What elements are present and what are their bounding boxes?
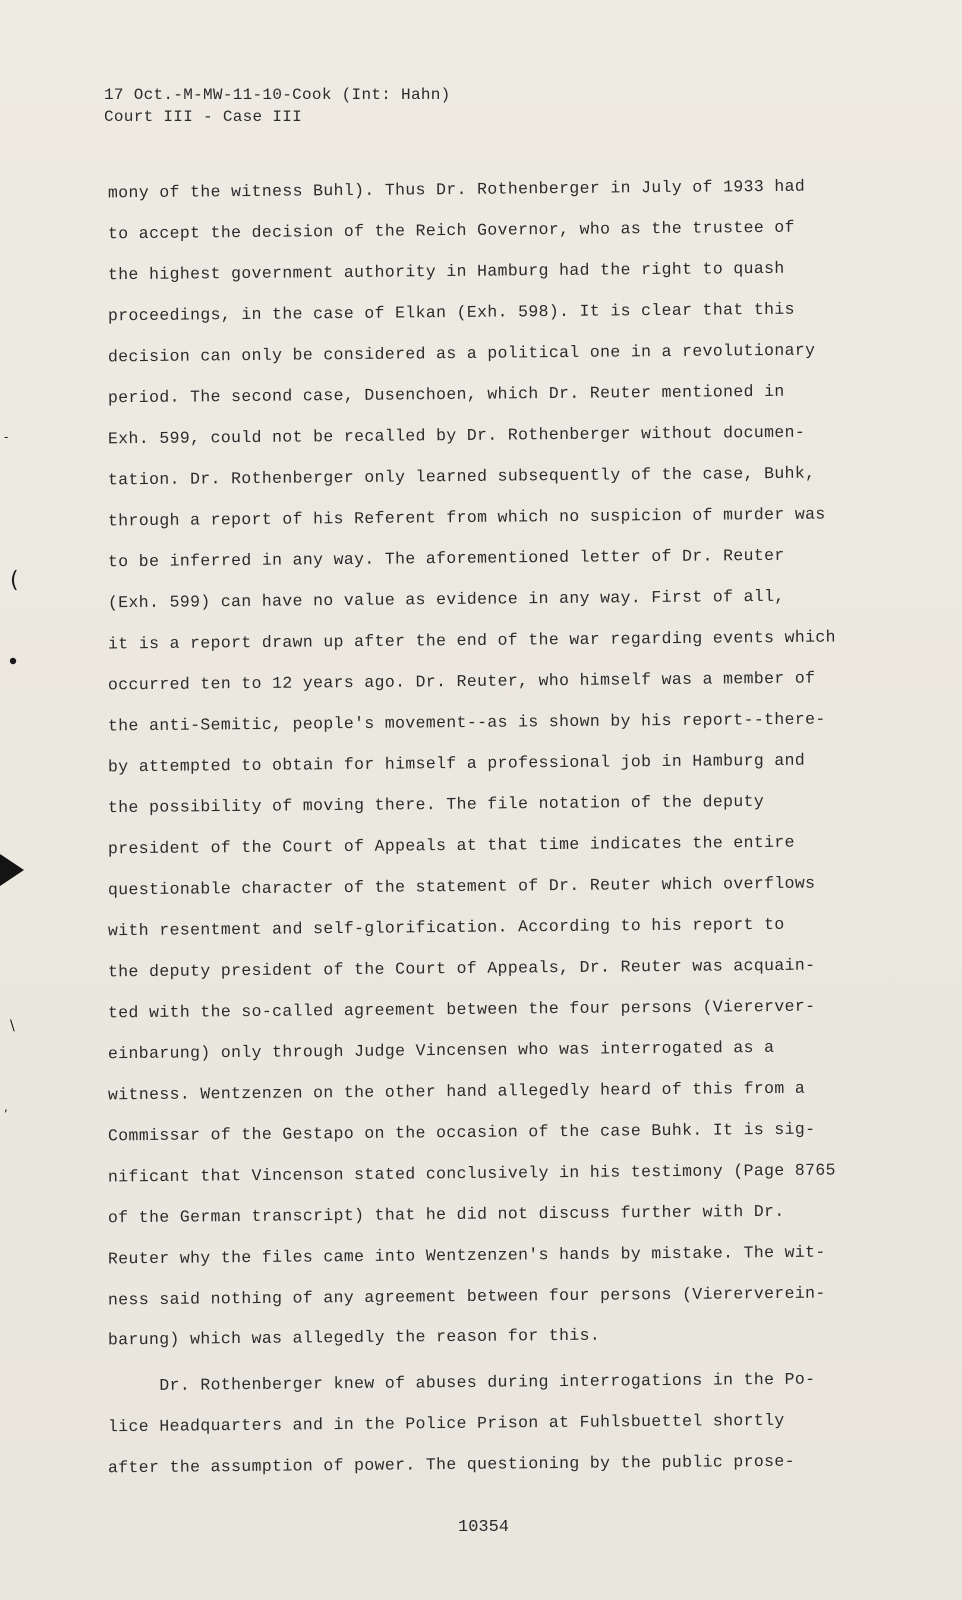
- header-session-line: 17 Oct.-M-MW-11-10-Cook (Int: Hahn): [104, 86, 451, 104]
- text-line: einbarung) only through Judge Vincensen who was interrogated as a: [107, 1037, 775, 1064]
- text-line: barung) which was allegedly the reason for this.: [107, 1325, 601, 1350]
- text-line: Dr. Rothenberger knew of abuses during interrogations in the Po-: [107, 1369, 816, 1396]
- text-line: decision can only be considered as a political one in a revolutionary: [107, 340, 816, 367]
- margin-paren-mark: (: [10, 568, 19, 593]
- text-line: it is a report drawn up after the end of the war regarding events which: [107, 627, 836, 654]
- text-line: tation. Dr. Rothenberger only learned subsequently of the case, Buhk,: [107, 463, 816, 490]
- text-line: nificant that Vincenson stated conclusively in his testimony (Page 8765: [107, 1160, 836, 1187]
- text-line: by attempted to obtain for himself a professional job in Hamburg and: [107, 750, 806, 777]
- text-line: to accept the decision of the Reich Governor, who as the trustee of: [107, 217, 795, 244]
- text-line: ness said nothing of any agreement between four persons (Viererverein-: [107, 1283, 826, 1310]
- text-line: after the assumption of power. The questioning by the public prose-: [107, 1451, 795, 1478]
- text-line: occurred ten to 12 years ago. Dr. Reuter, who himself was a member of: [107, 668, 816, 695]
- margin-tick-mark: \: [10, 1018, 15, 1034]
- text-line: questionable character of the statement of Dr. Reuter which overflows: [107, 873, 816, 900]
- header-court-line: Court III - Case III: [104, 108, 303, 126]
- text-line: through a report of his Referent from which no suspicion of murder was: [107, 504, 826, 531]
- margin-tick-mark: ,: [4, 1100, 8, 1114]
- text-line: with resentment and self-glorification. According to his report to: [107, 914, 785, 941]
- text-line: Reuter why the files came into Wentzenzen's hands by mistake. The wit-: [107, 1242, 826, 1269]
- page-number: 10354: [458, 1518, 510, 1537]
- text-line: mony of the witness Buhl). Thus Dr. Rothenberger in July of 1933 had: [107, 176, 806, 203]
- binding-mark-icon: [0, 850, 26, 890]
- text-line: to be inferred in any way. The aforementioned letter of Dr. Reuter: [107, 545, 785, 572]
- text-line: ted with the so-called agreement between the four persons (Viererver-: [107, 996, 816, 1023]
- text-line: (Exh. 599) can have no value as evidence in any way. First of all,: [107, 586, 785, 613]
- text-line: witness. Wentzenzen on the other hand allegedly heard of this from a: [107, 1078, 806, 1105]
- binding-dot-icon: [8, 656, 18, 666]
- text-line: Exh. 599, could not be recalled by Dr. Rothenberger without documen-: [107, 422, 806, 449]
- text-line: lice Headquarters and in the Police Prison at Fuhlsbuettel shortly: [107, 1410, 785, 1437]
- text-line: the deputy president of the Court of Appeals, Dr. Reuter was acquain-: [107, 955, 816, 982]
- text-line: period. The second case, Dusenchoen, which Dr. Reuter mentioned in: [107, 381, 785, 408]
- text-line: president of the Court of Appeals at that time indicates the entire: [107, 832, 795, 859]
- text-line: the anti-Semitic, people's movement--as is shown by his report--there-: [107, 709, 826, 736]
- text-line: the possibility of moving there. The file notation of the deputy: [107, 791, 765, 818]
- text-line: of the German transcript) that he did not discuss further with Dr.: [107, 1201, 785, 1228]
- document-header: [104, 84, 451, 128]
- text-line: Commissar of the Gestapo on the occasion of the case Buhk. It is sig-: [107, 1119, 816, 1146]
- text-line: proceedings, in the case of Elkan (Exh. 598). It is clear that this: [107, 299, 795, 326]
- margin-tick-mark: -: [4, 430, 9, 444]
- text-line: the highest government authority in Hamburg had the right to quash: [107, 258, 785, 285]
